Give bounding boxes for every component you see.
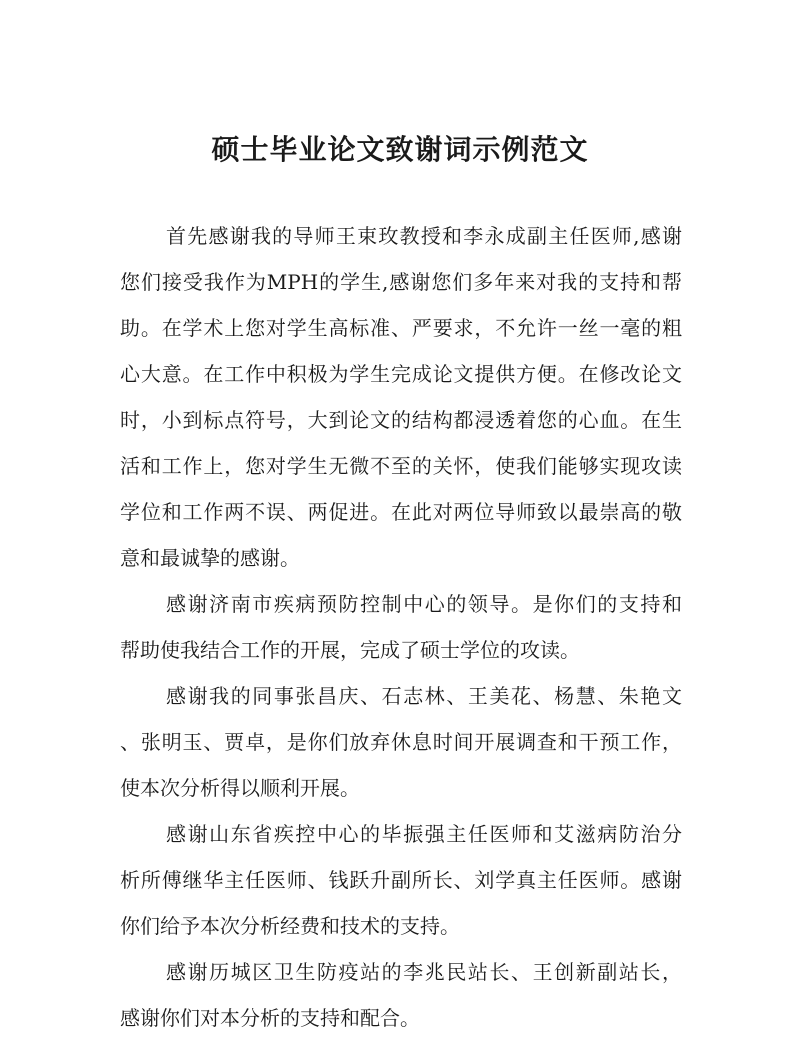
text-line: 活和工作上，您对学生无微不至的关怀，使我们能够实现攻读 [120,454,682,478]
text-line: 您们接受我作为MPH的学生,感谢您们多年来对我的支持和帮 [120,270,682,294]
text-line: 、张明玉、贾卓，是你们放弃休息时间开展调查和干预工作， [120,730,682,754]
paragraph [120,213,682,581]
text-line: 时，小到标点符号，大到论文的结构都浸透着您的心血。在生 [120,408,682,432]
text-line: 感谢我的同事张昌庆、石志林、王美花、杨慧、朱艳文 [166,684,682,708]
text-line: 感谢历城区卫生防疫站的李兆民站长、王创新副站长， [166,960,682,984]
text-line: 析所傅继华主任医师、钱跃升副所长、刘学真主任医师。感谢 [120,868,682,892]
paragraph [120,581,682,673]
paragraph [120,811,682,949]
text-line: 你们给予本次分析经费和技术的支持。 [120,914,460,938]
paragraph [120,949,682,1041]
text-line: 首先感谢我的导师王束玫教授和李永成副主任医师,感谢 [166,224,682,248]
text-line: 使本次分析得以顺利开展。 [120,776,360,800]
paragraph [120,673,682,811]
document-body [120,213,682,1041]
text-line: 感谢你们对本分析的支持和配合。 [120,1006,420,1030]
text-line: 感谢山东省疾控中心的毕振强主任医师和艾滋病防治分 [166,822,682,846]
text-line: 心大意。在工作中积极为学生完成论文提供方便。在修改论文 [120,362,682,386]
text-line: 助。在学术上您对学生高标准、严要求，不允许一丝一毫的粗 [120,316,682,340]
text-line: 帮助使我结合工作的开展，完成了硕士学位的攻读。 [120,638,580,662]
text-line: 学位和工作两不误、两促进。在此对两位导师致以最崇高的敬 [120,500,682,524]
text-line: 感谢济南市疾病预防控制中心的领导。是你们的支持和 [166,592,682,616]
text-line: 意和最诚挚的感谢。 [120,546,300,570]
document-title: 硕士毕业论文致谢词示例范文 [211,133,589,166]
